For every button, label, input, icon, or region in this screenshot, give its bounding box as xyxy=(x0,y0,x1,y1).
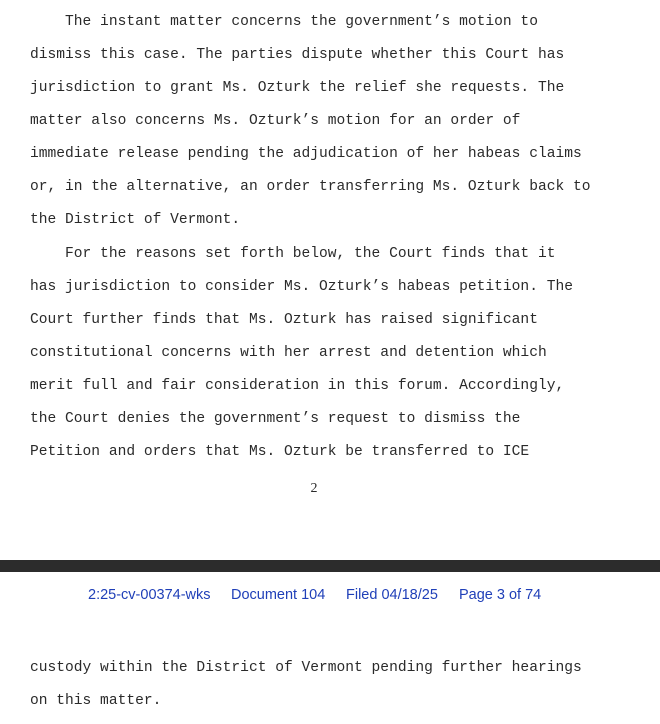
document-link[interactable]: Document 104 xyxy=(231,587,326,603)
case-number-link[interactable]: 2:25-cv-00374-wks xyxy=(88,587,211,603)
body-text-line: For the reasons set forth below, the Court finds that it xyxy=(30,246,556,262)
page-count-link[interactable]: Page 3 of 74 xyxy=(459,587,542,603)
body-text-line: immediate release pending the adjudication of her habeas claims xyxy=(30,146,582,162)
body-text-line: the District of Vermont. xyxy=(30,212,241,228)
case-header xyxy=(0,585,660,607)
body-text-line: jurisdiction to grant Ms. Ozturk the relief she requests. The xyxy=(30,80,565,96)
body-text-line: The instant matter concerns the government’s motion to xyxy=(30,14,538,30)
body-text-line: Petition and orders that Ms. Ozturk be transferred to ICE xyxy=(30,444,530,460)
page-number: 2 xyxy=(310,481,318,496)
body-text-line: on this matter. xyxy=(30,693,162,709)
body-text-line: the Court denies the government’s request to dismiss the xyxy=(30,411,521,427)
body-text-line: dismiss this case. The parties dispute whether this Court has xyxy=(30,47,565,63)
body-text-line: has jurisdiction to consider Ms. Ozturk’s habeas petition. The xyxy=(30,279,573,295)
body-text-line: Court further finds that Ms. Ozturk has raised significant xyxy=(30,312,538,328)
body-text-line: custody within the District of Vermont pending further hearings xyxy=(30,660,582,676)
filed-date-link[interactable]: Filed 04/18/25 xyxy=(346,587,438,603)
body-text-line: matter also concerns Ms. Ozturk’s motion for an order of xyxy=(30,113,521,129)
body-text-line: constitutional concerns with her arrest and detention which xyxy=(30,345,547,361)
body-text-line: merit full and fair consideration in this forum. Accordingly, xyxy=(30,378,565,394)
body-text-line: or, in the alternative, an order transferring Ms. Ozturk back to xyxy=(30,179,591,195)
page-divider xyxy=(0,560,660,572)
